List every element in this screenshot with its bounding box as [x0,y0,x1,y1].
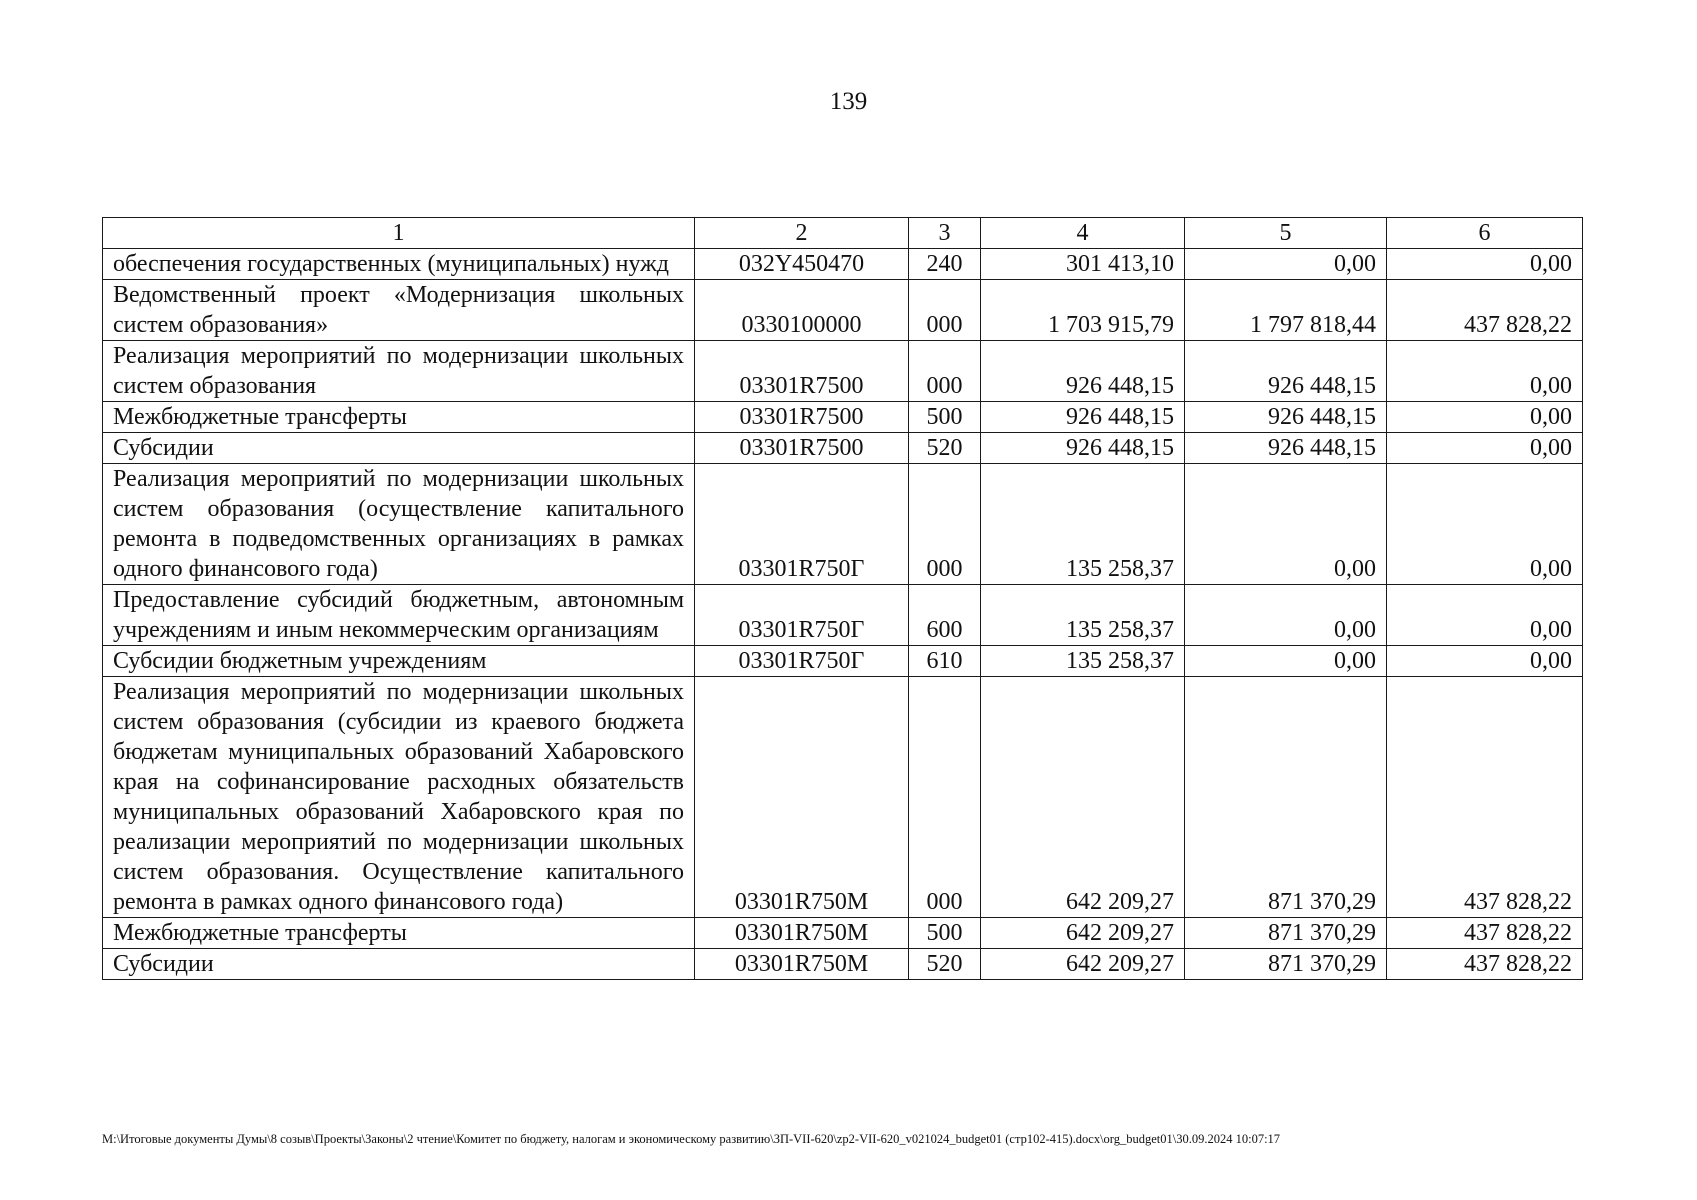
column-header-5: 5 [1185,218,1387,249]
row-name-cell: Субсидии [103,949,695,980]
amount-year3-cell: 0,00 [1387,402,1583,433]
row-name-cell: обеспечения государственных (муниципальных) нужд [103,249,695,280]
row-name-cell: Субсидии бюджетным учреждениям [103,646,695,677]
amount-year3-cell: 0,00 [1387,249,1583,280]
expense-type-cell: 000 [909,341,981,402]
amount-year3-cell: 437 828,22 [1387,949,1583,980]
table-row [103,918,1583,949]
row-name-cell: Субсидии [103,433,695,464]
target-code-cell: 03301R750Г [695,585,909,646]
amount-year1-cell: 926 448,15 [981,402,1185,433]
amount-year3-cell: 437 828,22 [1387,677,1583,918]
amount-year3-cell: 0,00 [1387,433,1583,464]
target-code-cell: 0330100000 [695,280,909,341]
amount-year3-cell: 0,00 [1387,464,1583,585]
table-body [103,249,1583,980]
table-row [103,646,1583,677]
amount-year3-cell: 0,00 [1387,646,1583,677]
expense-type-cell: 500 [909,918,981,949]
amount-year1-cell: 642 209,27 [981,918,1185,949]
target-code-cell: 03301R750Г [695,646,909,677]
table-row [103,402,1583,433]
amount-year2-cell: 926 448,15 [1185,402,1387,433]
table-row [103,949,1583,980]
column-header-4: 4 [981,218,1185,249]
expense-type-cell: 000 [909,464,981,585]
target-code-cell: 03301R750М [695,949,909,980]
amount-year1-cell: 135 258,37 [981,585,1185,646]
column-header-6: 6 [1387,218,1583,249]
amount-year1-cell: 926 448,15 [981,341,1185,402]
amount-year3-cell: 0,00 [1387,341,1583,402]
column-header-3: 3 [909,218,981,249]
target-code-cell: 03301R7500 [695,341,909,402]
amount-year2-cell: 926 448,15 [1185,433,1387,464]
header-row [103,218,1583,249]
amount-year1-cell: 135 258,37 [981,646,1185,677]
amount-year1-cell: 135 258,37 [981,464,1185,585]
amount-year1-cell: 642 209,27 [981,677,1185,918]
expense-type-cell: 520 [909,949,981,980]
amount-year1-cell: 301 413,10 [981,249,1185,280]
row-name-cell: Реализация мероприятий по модернизации школьных систем образования (субсидии из краевого бюджета бюджетам муниципальных образований Хабаровского края на софинансирование расходных обязательств муниципальных образований Хабаровского края по реализации мероприятий по модернизации школьных систем образования. Осуществление капитального ремонта в рамках одного финансового года) [103,677,695,918]
column-header-1: 1 [103,218,695,249]
table-row [103,280,1583,341]
table-row [103,341,1583,402]
table-row [103,433,1583,464]
target-code-cell: 03301R750М [695,677,909,918]
table-row [103,677,1583,918]
amount-year1-cell: 926 448,15 [981,433,1185,464]
target-code-cell: 03301R750М [695,918,909,949]
file-path-footer: M:\Итоговые документы Думы\8 созыв\Проекты\Законы\2 чтение\Комитет по бюджету, налогам и экономическому развитию\ЗП-VII-620\zp2-VII-620_v021024_budget01 (стр102-415).docx\org_budget01\30.09.2024 10:07:17 [102,1132,1281,1146]
amount-year2-cell: 0,00 [1185,646,1387,677]
target-code-cell: 032Y450470 [695,249,909,280]
row-name-cell: Межбюджетные трансферты [103,402,695,433]
target-code-cell: 03301R7500 [695,433,909,464]
amount-year3-cell: 437 828,22 [1387,280,1583,341]
amount-year2-cell: 1 797 818,44 [1185,280,1387,341]
row-name-cell: Реализация мероприятий по модернизации школьных систем образования (осуществление капитального ремонта в подведомственных организациях в рамках одного финансового года) [103,464,695,585]
expense-type-cell: 500 [909,402,981,433]
amount-year2-cell: 0,00 [1185,464,1387,585]
expense-type-cell: 240 [909,249,981,280]
table-header [103,218,1583,249]
target-code-cell: 03301R7500 [695,402,909,433]
row-name-cell: Межбюджетные трансферты [103,918,695,949]
amount-year2-cell: 871 370,29 [1185,918,1387,949]
page-number: 139 [829,88,868,115]
row-name-cell: Ведомственный проект «Модернизация школьных систем образования» [103,280,695,341]
table-row [103,464,1583,585]
amount-year2-cell: 0,00 [1185,585,1387,646]
expense-type-cell: 600 [909,585,981,646]
row-name-cell: Предоставление субсидий бюджетным, автономным учреждениям и иным некоммерческим организациям [103,585,695,646]
amount-year1-cell: 1 703 915,79 [981,280,1185,341]
expense-type-cell: 610 [909,646,981,677]
table-row [103,585,1583,646]
amount-year2-cell: 871 370,29 [1185,949,1387,980]
amount-year3-cell: 437 828,22 [1387,918,1583,949]
row-name-cell: Реализация мероприятий по модернизации школьных систем образования [103,341,695,402]
expense-type-cell: 520 [909,433,981,464]
budget-table [102,217,1583,980]
amount-year1-cell: 642 209,27 [981,949,1185,980]
amount-year2-cell: 871 370,29 [1185,677,1387,918]
column-header-2: 2 [695,218,909,249]
amount-year3-cell: 0,00 [1387,585,1583,646]
amount-year2-cell: 0,00 [1185,249,1387,280]
expense-type-cell: 000 [909,677,981,918]
target-code-cell: 03301R750Г [695,464,909,585]
table-row [103,249,1583,280]
amount-year2-cell: 926 448,15 [1185,341,1387,402]
expense-type-cell: 000 [909,280,981,341]
